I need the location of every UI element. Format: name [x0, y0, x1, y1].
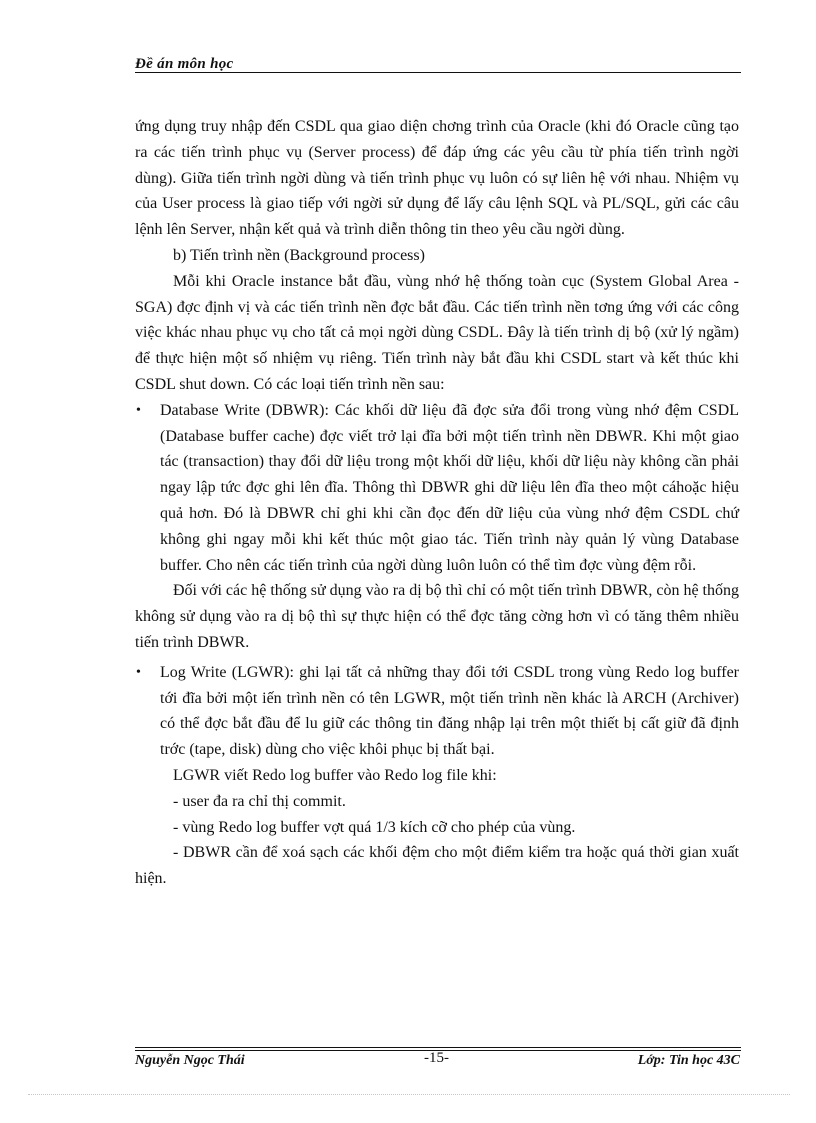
footer-divider [135, 1047, 741, 1048]
bullet-text-dbwr: Database Write (DBWR): Các khối dữ liệu đã đợc sửa đổi trong vùng nhớ đệm CSDL (Database buffer cache) đợc viết trở lại đĩa bởi một tiến trình nền DBWR. Khi một giao tác (transaction) thay đổi dữ liệu trong một khối dữ liệu, khối dữ liệu này không cần phải ngay lập tức đợc ghi lên đĩa. Thông thì DBWR ghi dữ liệu lên đĩa theo một cáhoặc hiệu quả hơn. Đó là DBWR chỉ ghi khi cần đọc đến dữ liệu của vùng nhớ đệm CSDL chứ không ghi ngay mỗi khi kết thúc một giao tác. Tiến trình này quản lý vùng Database buffer. Cho nên các tiến trình của ngời dùng luôn luôn có thể tìm đợc vùng đệm rỗi. [160, 401, 739, 574]
document-body [135, 114, 739, 892]
footer-class: Lớp: Tin học 43C [637, 1053, 740, 1068]
bullet-item-dbwr [135, 398, 739, 579]
lgwr-condition-commit: - user đa ra chỉ thị commit. [173, 792, 346, 810]
page-number: -15- [424, 1050, 449, 1066]
paragraph-user-process: ứng dụng truy nhập đến CSDL qua giao diện chơng trình của Oracle (khi đó Oracle cũng tạo ra các tiến trình phục vụ (Server process) để đáp ứng các yêu cầu từ phía tiến trình ngời dùng). Giữa tiến trình ngời dùng và tiến trình phục vụ luôn có sự liên hệ với nhau. Nhiệm vụ của User process là giao tiếp với ngời sử dụng để lấy câu lệnh SQL và PL/SQL, gửi các câu lệnh lên Server, nhận kết quả và trình diễn thông tin theo yêu cầu ngời dùng. [135, 118, 739, 239]
bullet-text-lgwr: Log Write (LGWR): ghi lại tất cả những thay đổi tới CSDL trong vùng Redo log buffer tới đĩa bởi một iến trình nền có tên LGWR, một tiến trình nền khác là ARCH (Archiver) có thể đợc bắt đầu để lu giữ các thông tin đăng nhập lại trên một thiết bị cất giữ đã định trớc (tape, disk) dùng cho việc khôi phục bị thất bại. [160, 663, 739, 759]
footer-author: Nguyễn Ngọc Thái [135, 1053, 245, 1068]
paragraph-async-io: Đối với các hệ thống sử dụng vào ra dị bộ thì chỉ có một tiến trình DBWR, còn hệ thống không sử dụng vào ra dị bộ thì sự thực hiện có thể đợc tăng cờng hơn vì có tăng thêm nhiều tiến trình DBWR. [135, 582, 739, 651]
subheading-background-process: b) Tiến trình nền (Background process) [173, 246, 425, 264]
lgwr-condition-checkpoint: - DBWR cần để xoá sạch các khối đệm cho một điểm kiểm tra hoặc quá thời gian xuất hiện. [135, 844, 739, 888]
bullet-item-lgwr [135, 660, 739, 763]
bullet-icon: • [136, 402, 141, 418]
page-bottom-border [28, 1094, 790, 1095]
header-divider [135, 72, 741, 73]
bullet-icon: • [136, 664, 141, 680]
lgwr-conditions-intro: LGWR viết Redo log buffer vào Redo log file khi: [173, 766, 497, 784]
lgwr-condition-overflow: - vùng Redo log buffer vợt quá 1/3 kích cỡ cho phép của vùng. [173, 818, 576, 836]
paragraph-sga: Mỗi khi Oracle instance bắt đầu, vùng nhớ hệ thống toàn cục (System Global Area - SGA) đợc định vị và các tiến trình nền đợc bắt đầu. Các tiến trình nền tơng ứng với các công việc khác nhau phục vụ cho tất cả mọi ngời dùng CSDL. Đây là tiến trình dị bộ (xử lý ngầm) để thực hiện một số nhiệm vụ riêng. Tiến trình này bắt đầu khi CSDL start và kết thúc khi CSDL shut down. Có các loại tiến trình nền sau: [135, 272, 739, 393]
header-title: Đề án môn học [135, 56, 234, 72]
